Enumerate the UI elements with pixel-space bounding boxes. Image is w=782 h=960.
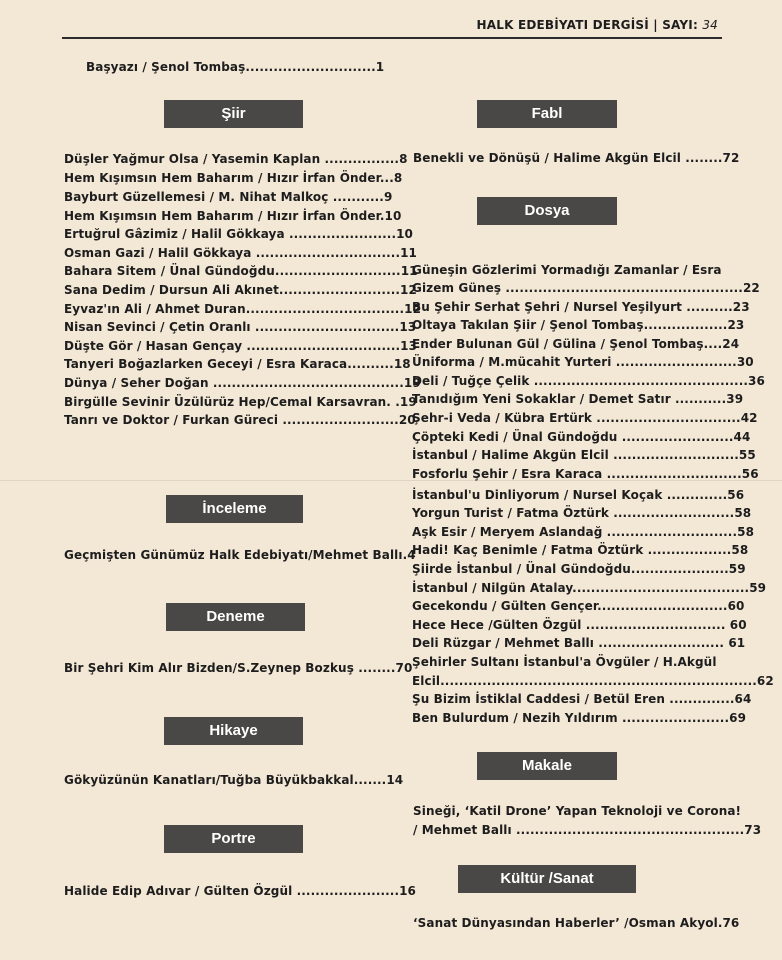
toc-entry: Hadi! Kaç Benimle / Fatma Öztürk ..................58 [412,543,749,557]
toc-entry: Tanyeri Boğazlarken Geceyi / Esra Karaca..........18 [64,357,411,371]
toc-entry: Gecekondu / Gülten Gençer............................60 [412,599,745,613]
toc-entry: Tanıdığım Yeni Sokaklar / Demet Satır ...........39 [412,392,744,406]
toc-entry: Bayburt Güzellemesi / M. Nihat Malkoç ...........9 [64,190,393,204]
page-number: 34 [702,18,718,32]
section-siir: Şiir [164,100,303,128]
toc-entry: Eyvaz'ın Ali / Ahmet Duran..................................12 [64,302,422,316]
section-fabl: Fabl [477,100,617,128]
toc-entry: Fosforlu Şehir / Esra Karaca .............................56 [412,467,759,481]
magazine-title: HALK EDEBİYATI DERGİSİ | SAYI: [476,18,698,32]
toc-entry: Gizem Güneş ...................................................22 [412,281,760,295]
section-dosya: Dosya [477,197,617,225]
toc-entry: Elcil....................................................................62 [412,674,774,688]
toc-entry: Yorgun Turist / Fatma Öztürk ..........................58 [412,506,752,520]
toc-entry: Deli Rüzgar / Mehmet Ballı ........................... 61 [412,636,746,650]
header-rule [62,37,722,39]
toc-entry: Düşte Gör / Hasan Gençay .................................13 [64,339,418,353]
toc-entry: Şiirde İstanbul / Ünal Gündoğdu.....................59 [412,562,746,576]
toc-entry: Sana Dedim / Dursun Ali Akınet..........................12 [64,283,417,297]
toc-entry: İstanbul / Halime Akgün Elcil ...........................55 [412,448,756,462]
toc-entry: Birgülle Sevinir Üzülürüz Hep/Cemal Karsavran. .19 [64,395,417,409]
section-hikaye: Hikaye [164,717,303,745]
magazine-header [0,18,718,32]
section-deneme: Deneme [166,603,305,631]
toc-entry: Sineği, ‘Katil Drone’ Yapan Teknoloji ve Corona! [413,804,742,818]
toc-entry: Tanrı ve Doktor / Furkan Güreci .........................20 [64,413,416,427]
section-portre: Portre [164,825,303,853]
toc-entry: İstanbul / Nilgün Atalay......................................59 [412,581,767,595]
toc-entry: Güneşin Gözlerimi Yormadığı Zamanlar / Esra [412,263,722,277]
toc-entry: Ertuğrul Gâzimiz / Halil Gökkaya .......................10 [64,227,414,241]
toc-entry: Bahara Sitem / Ünal Gündoğdu...........................11 [64,264,418,278]
toc-entry: Hem Kışımsın Hem Baharım / Hızır İrfan Önder...8 [64,171,403,185]
toc-entry: Dünya / Seher Doğan .........................................19 [64,376,421,390]
toc-entry: ‘Sanat Dünyasından Haberler’ /Osman Akyol.76 [413,916,740,930]
toc-entry: Şehr-i Veda / Kübra Ertürk ...............................42 [412,411,758,425]
toc-entry: Nisan Sevinci / Çetin Oranlı ...............................13 [64,320,417,334]
toc-entry: İstanbul'u Dinliyorum / Nursel Koçak .............56 [412,488,745,502]
toc-entry: Ben Bulurdum / Nezih Yıldırım .......................69 [412,711,747,725]
section-inceleme: İnceleme [166,495,303,523]
toc-entry: Deli / Tuğçe Çelik ..............................................36 [412,374,765,388]
toc-entry: Hece Hece /Gülten Özgül .............................. 60 [412,618,747,632]
toc-entry: Şehirler Sultanı İstanbul'a Övgüler / H.Akgül [412,655,717,669]
toc-entry: Osman Gazi / Halil Gökkaya ...............................11 [64,246,418,260]
toc-entry: Düşler Yağmur Olsa / Yasemin Kaplan ................8 [64,152,408,166]
toc-entry: Çöpteki Kedi / Ünal Gündoğdu ........................44 [412,430,751,444]
toc-entry: Gökyüzünün Kanatları/Tuğba Büyükbakkal.......14 [64,773,404,787]
toc-entry: Şu Bizim İstiklal Caddesi / Betül Eren ..............64 [412,692,752,706]
toc-entry: Hem Kışımsın Hem Baharım / Hızır İrfan Önder.10 [64,209,402,223]
section-makale: Makale [477,752,617,780]
editorial-entry: Başyazı / Şenol Tombaş............................1 [86,60,385,74]
toc-entry: Oltaya Takılan Şiir / Şenol Tombaş..................23 [412,318,745,332]
toc-entry: Ender Bulunan Gül / Gülina / Şenol Tombaş....24 [412,337,740,351]
toc-entry: Üniforma / M.mücahit Yurteri ..........................30 [412,355,754,369]
toc-entry: / Mehmet Ballı .................................................73 [413,823,762,837]
section-kultur-sanat: Kültür /Sanat [458,865,636,893]
toc-entry: Geçmişten Günümüz Halk Edebiyatı/Mehmet Ballı.4 [64,548,416,562]
toc-entry: Halide Edip Adıvar / Gülten Özgül ......................16 [64,884,417,898]
toc-entry: Aşk Esir / Meryem Aslandağ ............................58 [412,525,755,539]
toc-entry: Benekli ve Dönüşü / Halime Akgün Elcil ........72 [413,151,740,165]
toc-entry: Bir Şehri Kim Alır Bizden/S.Zeynep Bozkuş ........70 [64,661,413,675]
toc-entry: Bu Şehir Serhat Şehri / Nursel Yeşilyurt ..........23 [412,300,750,314]
